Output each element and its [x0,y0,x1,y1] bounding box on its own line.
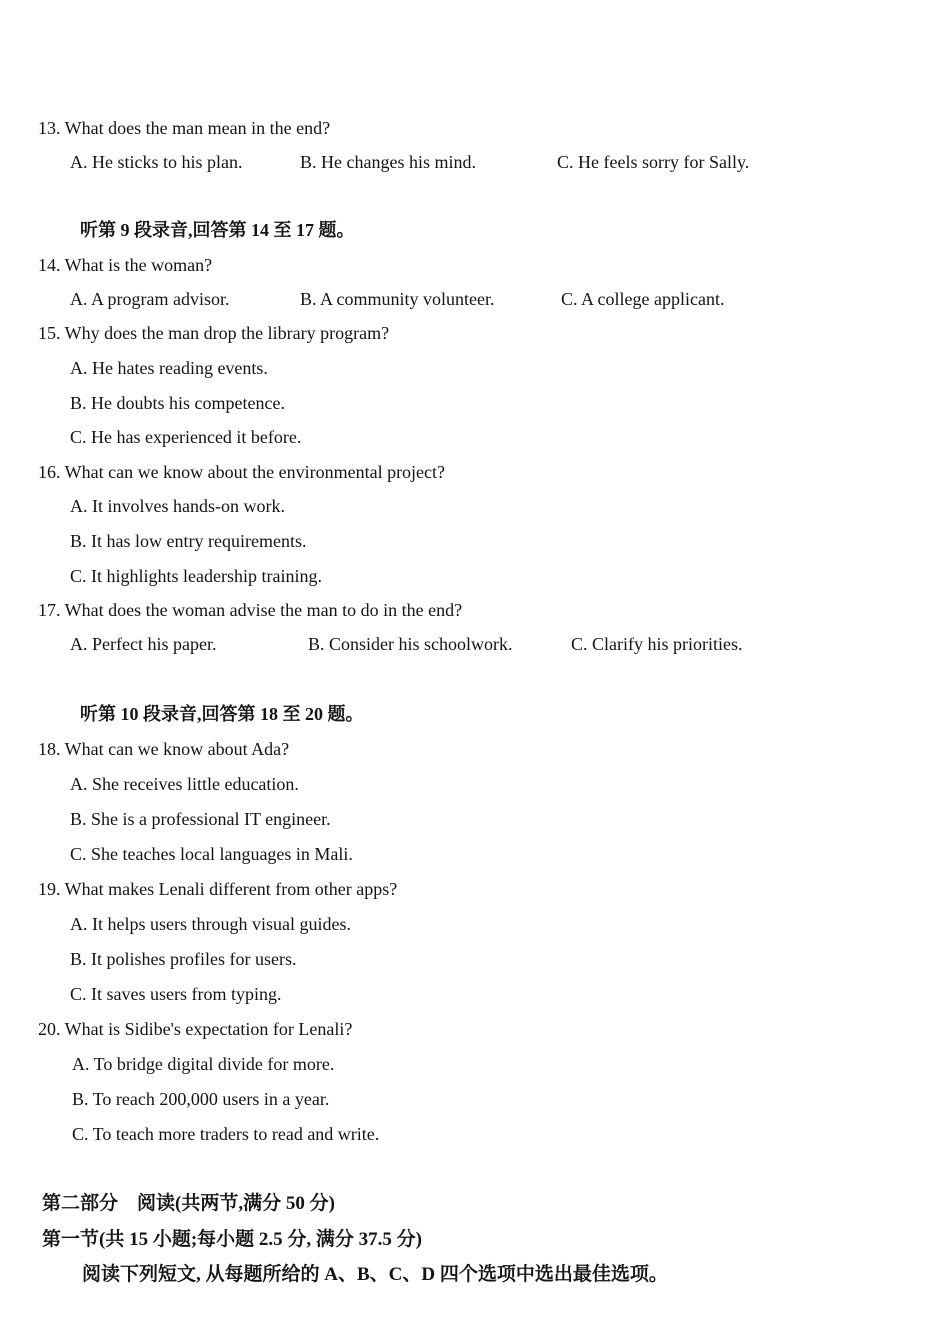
question-13-option-a: A. He sticks to his plan. [70,152,243,172]
question-20-option-c: C. To teach more traders to read and write. [72,1124,380,1144]
question-16-option-c: C. It highlights leadership training. [70,566,322,586]
question-20-stem: 20. What is Sidibe's expectation for Lenali? [38,1019,353,1039]
question-19-option-c: C. It saves users from typing. [70,984,282,1004]
question-17-option-c: C. Clarify his priorities. [571,634,743,654]
question-17-option-b: B. Consider his schoolwork. [308,634,513,654]
question-13-option-c: C. He feels sorry for Sally. [557,152,750,172]
question-15-option-b: B. He doubts his competence. [70,393,285,413]
question-18-stem: 18. What can we know about Ada? [38,739,290,759]
question-16-stem: 16. What can we know about the environmental project? [38,462,446,482]
question-13-stem: 13. What does the man mean in the end? [38,118,331,138]
question-20-option-a: A. To bridge digital divide for more. [72,1054,335,1074]
question-16-option-b: B. It has low entry requirements. [70,531,307,551]
section-10-header: 听第 10 段录音,回答第 18 至 20 题。 [80,704,364,724]
question-19-stem: 19. What makes Lenali different from other apps? [38,879,398,899]
section-1-title: 第一节(共 15 小题;每小题 2.5 分, 满分 37.5 分) [42,1229,422,1250]
question-18-option-a: A. She receives little education. [70,774,299,794]
question-15-stem: 15. Why does the man drop the library program? [38,323,390,343]
question-20-option-b: B. To reach 200,000 users in a year. [72,1089,330,1109]
question-18-option-b: B. She is a professional IT engineer. [70,809,331,829]
reading-instruction: 阅读下列短文, 从每题所给的 A、B、C、D 四个选项中选出最佳选项。 [82,1264,668,1285]
question-15-option-c: C. He has experienced it before. [70,427,302,447]
question-19-option-a: A. It helps users through visual guides. [70,914,351,934]
part-2-title: 第二部分 阅读(共两节,满分 50 分) [42,1193,335,1214]
question-14-option-b: B. A community volunteer. [300,289,495,309]
question-16-option-a: A. It involves hands-on work. [70,496,285,516]
question-13-option-b: B. He changes his mind. [300,152,476,172]
question-15-option-a: A. He hates reading events. [70,358,268,378]
question-17-option-a: A. Perfect his paper. [70,634,217,654]
question-19-option-b: B. It polishes profiles for users. [70,949,297,969]
question-14-option-c: C. A college applicant. [561,289,725,309]
section-9-header: 听第 9 段录音,回答第 14 至 17 题。 [80,220,355,240]
question-17-stem: 17. What does the woman advise the man to do in the end? [38,600,463,620]
question-14-stem: 14. What is the woman? [38,255,213,275]
question-18-option-c: C. She teaches local languages in Mali. [70,844,353,864]
question-14-option-a: A. A program advisor. [70,289,230,309]
